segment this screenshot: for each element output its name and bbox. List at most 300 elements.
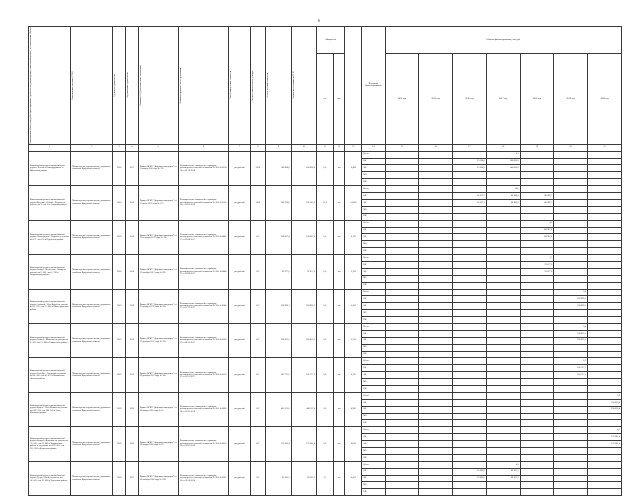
year-value bbox=[419, 165, 453, 172]
psd-details: Приказ ОГКУ "Дирекция автодорог" от 25 декабря 2017 года № 358 bbox=[138, 289, 178, 323]
remaining-cost: 226 855,5 bbox=[291, 323, 316, 357]
header-end-year: Год окончания строительства bbox=[127, 72, 130, 99]
header-psd: Реквизиты ПСД (положительное заключение) bbox=[139, 65, 142, 106]
source-label: ВИ bbox=[362, 213, 385, 220]
year-value: 116 682,7 bbox=[520, 199, 554, 206]
year-value bbox=[520, 420, 554, 427]
year-value: 3,4 bbox=[554, 289, 588, 296]
year-value bbox=[486, 358, 520, 365]
cost-year: ОС bbox=[250, 427, 266, 461]
source-label: ВИ bbox=[362, 317, 385, 324]
done-value: 0,0 bbox=[316, 151, 333, 185]
year-value bbox=[486, 172, 520, 179]
source-label: ФБ bbox=[362, 441, 385, 448]
source-label: ОБ bbox=[362, 227, 385, 234]
year-value: 25 558,6 bbox=[453, 158, 487, 165]
year-value: 140 696,8 bbox=[486, 165, 520, 172]
estimated-cost: 140 696,8 bbox=[266, 151, 291, 185]
year-value bbox=[588, 482, 622, 489]
year-value bbox=[554, 441, 588, 448]
year-value bbox=[385, 372, 419, 379]
year-value bbox=[554, 248, 588, 255]
financing-table-body bbox=[29, 151, 622, 496]
year-value bbox=[419, 186, 453, 193]
year-value bbox=[588, 337, 622, 344]
year-value bbox=[520, 482, 554, 489]
year-value bbox=[486, 351, 520, 358]
column-number: 11 bbox=[316, 144, 333, 151]
estimated-cost: 228 890,1 bbox=[266, 289, 291, 323]
column-number: 6 bbox=[178, 144, 229, 151]
year-value bbox=[554, 406, 588, 413]
year-value bbox=[419, 172, 453, 179]
year-value bbox=[419, 337, 453, 344]
year-value bbox=[453, 413, 487, 420]
year-value bbox=[520, 351, 554, 358]
year-value: 228 890,1 bbox=[554, 296, 588, 303]
year-value: 92 677,0 bbox=[520, 268, 554, 275]
end-year: 2018 bbox=[126, 186, 139, 220]
object-name: Капитальный ремонт автомобильной дороги Тайшет - Шиткино на участке км 9+355 - км 13+000 в Тайшетском районе bbox=[29, 323, 71, 357]
year-value bbox=[486, 489, 520, 496]
column-number: 21 bbox=[588, 144, 622, 151]
source-label: Всего bbox=[362, 323, 385, 330]
object-name: Капитальный ремонт автомобильной дороги Братск - Усть-Илимск на участке км 183+538 - км 188+520 в Усть-Илимском районе bbox=[29, 392, 71, 426]
capacity-unit: км bbox=[333, 255, 345, 289]
year-value bbox=[486, 344, 520, 351]
year-value bbox=[419, 454, 453, 461]
year-value bbox=[453, 489, 487, 496]
source-label: ФБ bbox=[362, 165, 385, 172]
year-value bbox=[486, 420, 520, 427]
end-year: 2020 bbox=[126, 392, 139, 426]
year-value bbox=[419, 489, 453, 496]
cost-method: ресурсный bbox=[229, 255, 250, 289]
year-value bbox=[453, 303, 487, 310]
start-year: 2019 bbox=[113, 289, 126, 323]
year-value bbox=[520, 248, 554, 255]
year-value bbox=[419, 158, 453, 165]
year-value bbox=[453, 420, 487, 427]
column-number: 20 bbox=[554, 144, 588, 151]
customer-name: Министерство строительства, дорожного хозяйства Иркутской области bbox=[71, 220, 113, 254]
year-value bbox=[419, 296, 453, 303]
year-value: 60 386,0 bbox=[486, 199, 520, 206]
year-value bbox=[385, 323, 419, 330]
year-value bbox=[588, 413, 622, 420]
header-capacity: Мощность bbox=[316, 27, 344, 54]
cost-year: ОС bbox=[250, 392, 266, 426]
year-value bbox=[385, 365, 419, 372]
source-label: МБ bbox=[362, 275, 385, 282]
year-value bbox=[385, 227, 419, 234]
source-label: ФБ bbox=[362, 303, 385, 310]
year-value bbox=[554, 261, 588, 268]
column-number: 10 bbox=[291, 144, 316, 151]
header-object: Наименование объекта, вид работ (проектирование, строительство, реконструкция, капитальный ремонт), местоположение объекта bbox=[30, 27, 32, 144]
done-value: 0,0 bbox=[316, 427, 333, 461]
year-value bbox=[385, 482, 419, 489]
year-value bbox=[419, 351, 453, 358]
column-number: 5 bbox=[138, 144, 178, 151]
year-value bbox=[486, 268, 520, 275]
year-value bbox=[453, 330, 487, 337]
capacity-unit: км bbox=[333, 289, 345, 323]
year-value bbox=[520, 448, 554, 455]
year-value bbox=[453, 248, 487, 255]
year-value bbox=[486, 213, 520, 220]
column-number: 7 bbox=[229, 144, 250, 151]
year-value bbox=[554, 351, 588, 358]
cost-method: ресурсный bbox=[229, 289, 250, 323]
source-label: МБ bbox=[362, 413, 385, 420]
header-done: Освоено по состоянию на 01.01 bbox=[292, 71, 295, 100]
year-value bbox=[486, 289, 520, 296]
year-value bbox=[419, 344, 453, 351]
capacity-unit: км bbox=[333, 461, 345, 495]
year-value bbox=[419, 461, 453, 468]
end-year: 2019 bbox=[126, 358, 139, 392]
year-value bbox=[385, 158, 419, 165]
year-value bbox=[588, 330, 622, 337]
year-value bbox=[385, 434, 419, 441]
year-value: 228 890,1 bbox=[554, 303, 588, 310]
year-value bbox=[419, 179, 453, 186]
year-value bbox=[385, 406, 419, 413]
year-value bbox=[486, 275, 520, 282]
source-label: МБ bbox=[362, 206, 385, 213]
year-value: 60 386,0 bbox=[486, 193, 520, 200]
year-value bbox=[419, 434, 453, 441]
customer-name: Министерство строительства, дорожного хозяйства Иркутской области bbox=[71, 151, 113, 185]
customer-name: Министерство строительства, дорожного хозяйства Иркутской области bbox=[71, 186, 113, 220]
psd-details: Приказ ОГКУ "Дирекция автодорог" от 28 октября 2016 года № 298 bbox=[138, 461, 178, 495]
done-value: 0,0 bbox=[316, 220, 333, 254]
year-value bbox=[520, 303, 554, 310]
object-name: Капитальный ремонт автомобильной дороги Кутулик - Бахтай - Хадахан на участке км 1 - км 15 в Аларском районе bbox=[29, 186, 71, 220]
estimated-cost: 182 717,5 bbox=[266, 358, 291, 392]
act-details: Положительное заключение о проверке достоверности сметной стоимости № 38-1-4-0448-17 от 26.09.2017 bbox=[178, 255, 229, 289]
year-value: 25 558,6 bbox=[453, 165, 487, 172]
year-value bbox=[520, 454, 554, 461]
year-value bbox=[520, 385, 554, 392]
year-value bbox=[385, 220, 419, 227]
column-number: 14 bbox=[362, 144, 385, 151]
year-value bbox=[520, 213, 554, 220]
psd-details: Приказ ОГКУ "Дирекция автодорог" от 21 июня 2016 года № 179 bbox=[138, 186, 178, 220]
year-value bbox=[419, 227, 453, 234]
table-row bbox=[29, 323, 622, 330]
cost-method: ресурсный bbox=[229, 358, 250, 392]
object-name: Капитальный ремонт автомобильной дороги Усть-Кут - Звездный на участке км 34+450 - км 40+675 в Казачинско-Ленском районе bbox=[29, 358, 71, 392]
year-value bbox=[419, 317, 453, 324]
year-value bbox=[486, 261, 520, 268]
source-label: ОБ bbox=[362, 330, 385, 337]
capacity-qty: 6,225 bbox=[345, 358, 362, 392]
estimated-cost: 226 855,5 bbox=[266, 323, 291, 357]
object-name: Капитальный ремонт автомобильной дороги "Бельск в Новогрудинино" в Иркутском районе bbox=[29, 151, 71, 185]
year-value bbox=[385, 234, 419, 241]
remaining-cost: 182 717,5 bbox=[291, 358, 316, 392]
table-row bbox=[29, 427, 622, 434]
year-value bbox=[419, 365, 453, 372]
year-value bbox=[453, 151, 487, 158]
object-name: Капитальный ремонт автомобильной дороги Залари - Жигалово на участке км 75+020 - км 81+000 в Заларинском районе и на участке км 218+300 - км 221+050 в Качугском районе bbox=[29, 427, 71, 461]
year-value bbox=[486, 282, 520, 289]
page-number: 6 bbox=[318, 18, 320, 23]
year-value bbox=[419, 275, 453, 282]
year-value bbox=[419, 193, 453, 200]
end-year: 2019 bbox=[126, 323, 139, 357]
year-value bbox=[486, 413, 520, 420]
cost-method: ресурсный bbox=[229, 427, 250, 461]
year-value bbox=[588, 461, 622, 468]
year-value: 62 327,3 bbox=[453, 193, 487, 200]
year-value: 170 241,4 bbox=[588, 434, 622, 441]
year-value: 62 327,3 bbox=[453, 199, 487, 206]
year-value bbox=[554, 186, 588, 193]
year-value bbox=[554, 220, 588, 227]
header-act: Реквизиты правового акта о реализации bbox=[179, 67, 182, 104]
psd-details: Приказ ОГКУ "Дирекция автодорог" от 14 января 2018 года № 10 bbox=[138, 392, 178, 426]
start-year: 2019 bbox=[113, 323, 126, 357]
year-value bbox=[486, 448, 520, 455]
column-number: 4 bbox=[126, 144, 139, 151]
year-value bbox=[385, 303, 419, 310]
end-year: 2017 bbox=[126, 461, 139, 495]
year-value bbox=[453, 344, 487, 351]
year-value bbox=[588, 344, 622, 351]
year-value bbox=[419, 248, 453, 255]
year-value: 226 855,5 bbox=[554, 337, 588, 344]
end-year: 2020 bbox=[126, 427, 139, 461]
year-value bbox=[419, 392, 453, 399]
year-value bbox=[486, 255, 520, 262]
year-value: 4,5 bbox=[520, 220, 554, 227]
year-value bbox=[588, 234, 622, 241]
year-value bbox=[554, 179, 588, 186]
year-value bbox=[419, 310, 453, 317]
year-value bbox=[385, 282, 419, 289]
year-value bbox=[554, 482, 588, 489]
year-value bbox=[453, 482, 487, 489]
year-value bbox=[385, 489, 419, 496]
year-value bbox=[453, 385, 487, 392]
year-value bbox=[385, 289, 419, 296]
year-value bbox=[588, 193, 622, 200]
capacity-qty: 6,170 bbox=[345, 220, 362, 254]
start-year: 2018 bbox=[113, 220, 126, 254]
psd-details: Приказ ОГКУ "Дирекция автодорог" от 24 января 2018 года № 20 bbox=[138, 427, 178, 461]
year-value bbox=[453, 268, 487, 275]
start-year: 2020 bbox=[113, 427, 126, 461]
header-year-2017: 2017 год bbox=[486, 53, 520, 144]
year-value bbox=[419, 385, 453, 392]
year-value bbox=[385, 151, 419, 158]
year-value bbox=[419, 220, 453, 227]
remaining-cost: 140 696,8 bbox=[291, 151, 316, 185]
year-value bbox=[486, 248, 520, 255]
year-value: 4,4 bbox=[486, 461, 520, 468]
act-details: Положительное заключение о проверке достоверности сметной стоимости № 38-1-4-0307-16 от 18.10.2016 bbox=[178, 461, 229, 495]
capacity-unit: км bbox=[333, 323, 345, 357]
year-value bbox=[486, 392, 520, 399]
year-value bbox=[554, 385, 588, 392]
psd-details: Приказ ОГКУ "Дирекция автодорог" от 21 декабря 2017 года № 350 bbox=[138, 323, 178, 357]
column-number: 1 bbox=[29, 144, 71, 151]
year-value bbox=[520, 358, 554, 365]
source-label: ОБ bbox=[362, 365, 385, 372]
customer-name: Министерство строительства, дорожного хозяйства Иркутской области bbox=[71, 427, 113, 461]
year-value: 4,7 bbox=[588, 427, 622, 434]
year-value bbox=[453, 427, 487, 434]
year-value bbox=[453, 289, 487, 296]
year-value: 182 717,5 bbox=[554, 372, 588, 379]
year-value bbox=[453, 434, 487, 441]
table-row bbox=[29, 392, 622, 399]
capacity-qty: 4,982 bbox=[345, 392, 362, 426]
psd-details: Приказ ОГКУ "Дирекция автодорог" от 20 декабря 2017 года № 345 bbox=[138, 358, 178, 392]
year-value bbox=[486, 234, 520, 241]
header-year-2019: 2019 год bbox=[554, 53, 588, 144]
year-value bbox=[520, 413, 554, 420]
source-label: МБ bbox=[362, 241, 385, 248]
year-value bbox=[588, 248, 622, 255]
act-details: Положительное заключение о проверке достоверности сметной стоимости № 38-1-4-0529-17 от 06.12.2017 bbox=[178, 323, 229, 357]
capacity-unit: км bbox=[333, 427, 345, 461]
year-value bbox=[385, 317, 419, 324]
year-value bbox=[419, 441, 453, 448]
capacity-qty: 6,630 bbox=[345, 427, 362, 461]
year-value bbox=[588, 227, 622, 234]
cost-year: ОС bbox=[250, 358, 266, 392]
source-label: ВИ bbox=[362, 351, 385, 358]
header-qty: кол. bbox=[333, 53, 345, 144]
header-customer: Наименование заказчика (ГРБС) bbox=[72, 70, 75, 100]
financing-table bbox=[28, 26, 622, 496]
capacity-qty: 5,432 bbox=[345, 289, 362, 323]
year-value bbox=[419, 372, 453, 379]
year-value bbox=[385, 275, 419, 282]
year-value bbox=[453, 365, 487, 372]
source-label: Всего bbox=[362, 186, 385, 193]
column-number: 9 bbox=[266, 144, 291, 151]
year-value bbox=[486, 385, 520, 392]
year-value bbox=[588, 489, 622, 496]
year-value bbox=[554, 489, 588, 496]
year-value bbox=[486, 241, 520, 248]
year-value bbox=[419, 303, 453, 310]
year-value bbox=[520, 206, 554, 213]
source-label: ФБ bbox=[362, 337, 385, 344]
year-value bbox=[588, 468, 622, 475]
year-value bbox=[385, 392, 419, 399]
year-value bbox=[554, 461, 588, 468]
year-value bbox=[588, 172, 622, 179]
year-value bbox=[588, 379, 622, 386]
source-label: ФБ bbox=[362, 372, 385, 379]
year-value bbox=[486, 303, 520, 310]
year-value bbox=[453, 337, 487, 344]
year-value bbox=[520, 172, 554, 179]
year-value: 69 262,3 bbox=[486, 475, 520, 482]
year-value bbox=[520, 344, 554, 351]
cost-year: ОС bbox=[250, 220, 266, 254]
year-value bbox=[588, 151, 622, 158]
end-year: 2017 bbox=[126, 151, 139, 185]
year-value bbox=[385, 441, 419, 448]
year-value: 108 967,4 bbox=[520, 234, 554, 241]
year-value bbox=[520, 296, 554, 303]
cost-method: ресурсный bbox=[229, 323, 250, 357]
year-value bbox=[385, 179, 419, 186]
year-value bbox=[385, 193, 419, 200]
source-label: ОБ bbox=[362, 468, 385, 475]
year-value bbox=[588, 475, 622, 482]
cost-year: ОС bbox=[250, 255, 266, 289]
customer-name: Министерство строительства, дорожного хозяйства Иркутской области bbox=[71, 323, 113, 357]
year-value bbox=[588, 372, 622, 379]
year-value: 20 000,0 bbox=[453, 475, 487, 482]
header-year-2015: 2015 год bbox=[419, 53, 453, 144]
cost-year: 2016 bbox=[250, 186, 266, 220]
year-value: 3,4 bbox=[554, 323, 588, 330]
year-value bbox=[453, 448, 487, 455]
start-year: 2020 bbox=[113, 392, 126, 426]
start-year: 2016 bbox=[113, 151, 126, 185]
source-label: ВИ bbox=[362, 282, 385, 289]
year-value bbox=[453, 379, 487, 386]
source-label: МБ bbox=[362, 482, 385, 489]
year-value bbox=[385, 358, 419, 365]
year-value: 182 717,5 bbox=[554, 365, 588, 372]
capacity-qty: 3,550 bbox=[345, 323, 362, 357]
year-value bbox=[453, 461, 487, 468]
source-label: Всего bbox=[362, 255, 385, 262]
end-year: 2018 bbox=[126, 255, 139, 289]
capacity-qty: 5,700 bbox=[345, 255, 362, 289]
year-value bbox=[520, 158, 554, 165]
year-value bbox=[453, 317, 487, 324]
year-value bbox=[453, 227, 487, 234]
year-value bbox=[385, 461, 419, 468]
year-value bbox=[453, 351, 487, 358]
year-value bbox=[554, 158, 588, 165]
year-value bbox=[520, 289, 554, 296]
header-method: Способ определения стоимости bbox=[230, 71, 233, 100]
year-value bbox=[486, 206, 520, 213]
act-details: Положительное заключение о проверке достоверности сметной стоимости № 38-1-4-0153-16 от 26.05.2016 bbox=[178, 186, 229, 220]
header-row bbox=[29, 27, 622, 54]
year-value bbox=[419, 358, 453, 365]
year-value bbox=[453, 454, 487, 461]
year-value bbox=[588, 241, 622, 248]
column-number: 16 bbox=[419, 144, 453, 151]
year-value bbox=[486, 296, 520, 303]
year-value bbox=[385, 399, 419, 406]
year-value bbox=[385, 199, 419, 206]
year-value bbox=[385, 241, 419, 248]
source-label: МБ bbox=[362, 310, 385, 317]
year-value bbox=[554, 392, 588, 399]
year-value bbox=[520, 427, 554, 434]
year-value bbox=[419, 255, 453, 262]
year-value bbox=[588, 454, 622, 461]
year-value bbox=[453, 241, 487, 248]
column-number: 2 bbox=[71, 144, 113, 151]
source-label: ОБ bbox=[362, 399, 385, 406]
year-value bbox=[554, 193, 588, 200]
